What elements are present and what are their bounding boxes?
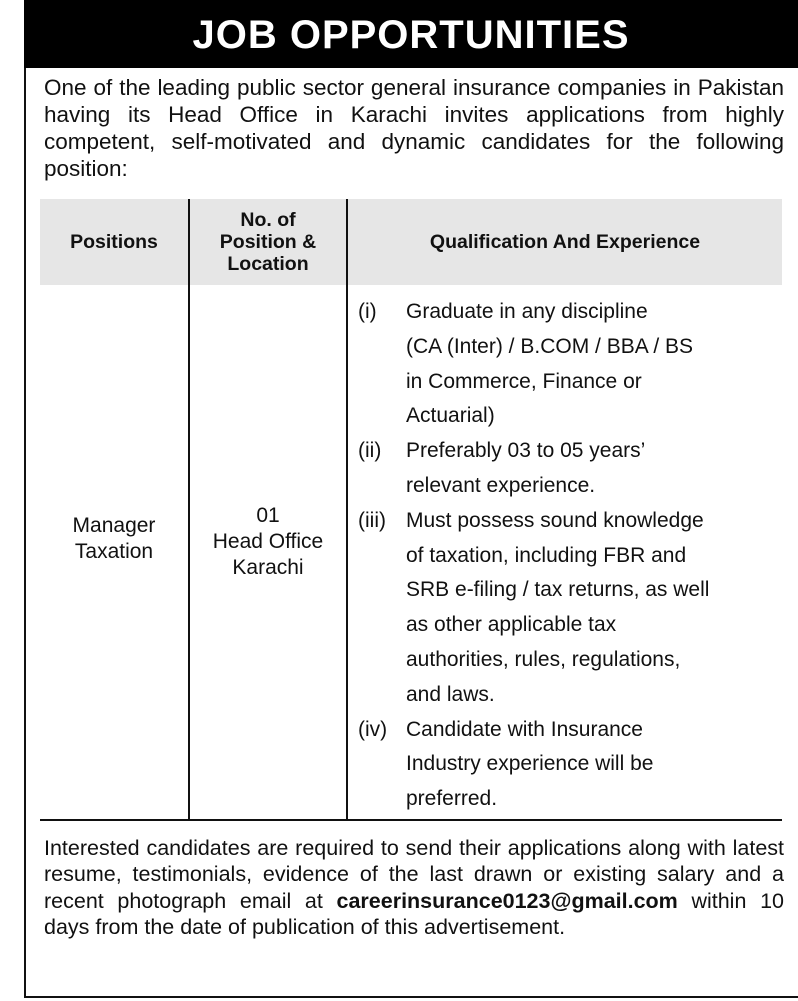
qualification-line: Candidate with Insurance xyxy=(406,717,643,741)
position-cell xyxy=(40,513,188,565)
instructions-text: Interested candidates are required to send their applications along with latest resume, testimonials, evidence of the last drawn or existing salary and a recent photograph email at xyxy=(44,836,784,913)
header-qualification-label: Qualification And Experience xyxy=(429,231,701,253)
qualification-item xyxy=(358,434,778,504)
instructions-text-end: within 10 days from the date of publication of this advertisement. xyxy=(44,888,784,940)
page-title: JOB OPPORTUNITIES xyxy=(192,13,630,57)
header-no-of-position-line: No. of xyxy=(240,209,296,231)
position-count: 01 xyxy=(256,504,280,527)
qualification-line: Preferably 03 to 05 years’ xyxy=(406,439,646,463)
application-instructions xyxy=(44,835,784,941)
qualification-line: and laws. xyxy=(406,682,495,706)
header-positions-label: Positions xyxy=(70,231,158,253)
qualification-list xyxy=(358,295,778,817)
header-banner xyxy=(24,0,798,68)
qualification-line: Actuarial) xyxy=(406,404,495,428)
header-qualification xyxy=(348,199,782,285)
qualification-item xyxy=(358,504,778,713)
qualification-number: (iii) xyxy=(358,508,386,532)
header-positions xyxy=(40,199,188,285)
qualification-line: preferred. xyxy=(406,787,498,811)
position-title-line: Manager xyxy=(72,514,156,537)
intro-paragraph: One of the leading public sector general insurance companies in Pakistan having its Head Office in Karachi invites applications from highly competent, self-motivated and dynamic candidates for the following position: xyxy=(44,75,784,181)
qualification-line: relevant experience. xyxy=(406,473,596,497)
location-cell xyxy=(190,503,346,581)
column-divider xyxy=(346,199,348,821)
qualification-line: in Commerce, Finance or xyxy=(406,369,642,393)
qualification-number: (i) xyxy=(358,300,377,323)
header-no-of-position xyxy=(190,199,346,285)
qualification-item xyxy=(358,713,778,817)
contact-email: careerinsurance0123@gmail.com xyxy=(336,888,678,913)
qualification-line: authorities, rules, regulations, xyxy=(406,647,681,671)
qualification-text xyxy=(406,295,778,434)
qualification-line: of taxation, including FBR and xyxy=(406,543,687,567)
qualification-line: Industry experience will be xyxy=(406,752,654,776)
location-line: Karachi xyxy=(232,556,304,579)
header-no-of-position-line: Position & xyxy=(219,231,317,253)
qualification-text xyxy=(406,434,778,504)
header-no-of-position-line: Location xyxy=(227,253,309,275)
qualification-text xyxy=(406,504,778,713)
qualification-line: Graduate in any discipline xyxy=(406,300,648,323)
table-bottom-border xyxy=(40,819,782,821)
qualification-text xyxy=(406,713,778,817)
qualification-number: (ii) xyxy=(358,439,382,463)
qualification-item xyxy=(358,295,778,434)
position-title-line: Taxation xyxy=(74,540,154,563)
qualification-line: SRB e-filing / tax returns, as well xyxy=(406,578,710,602)
qualification-line: (CA (Inter) / B.COM / BBA / BS xyxy=(406,334,694,358)
table-header-row xyxy=(40,199,782,285)
positions-table xyxy=(40,199,782,821)
qualification-line: Must possess sound knowledge xyxy=(406,508,704,532)
qualification-line: as other applicable tax xyxy=(406,613,617,637)
qualification-number: (iv) xyxy=(358,717,388,741)
location-line: Head Office xyxy=(212,530,324,553)
